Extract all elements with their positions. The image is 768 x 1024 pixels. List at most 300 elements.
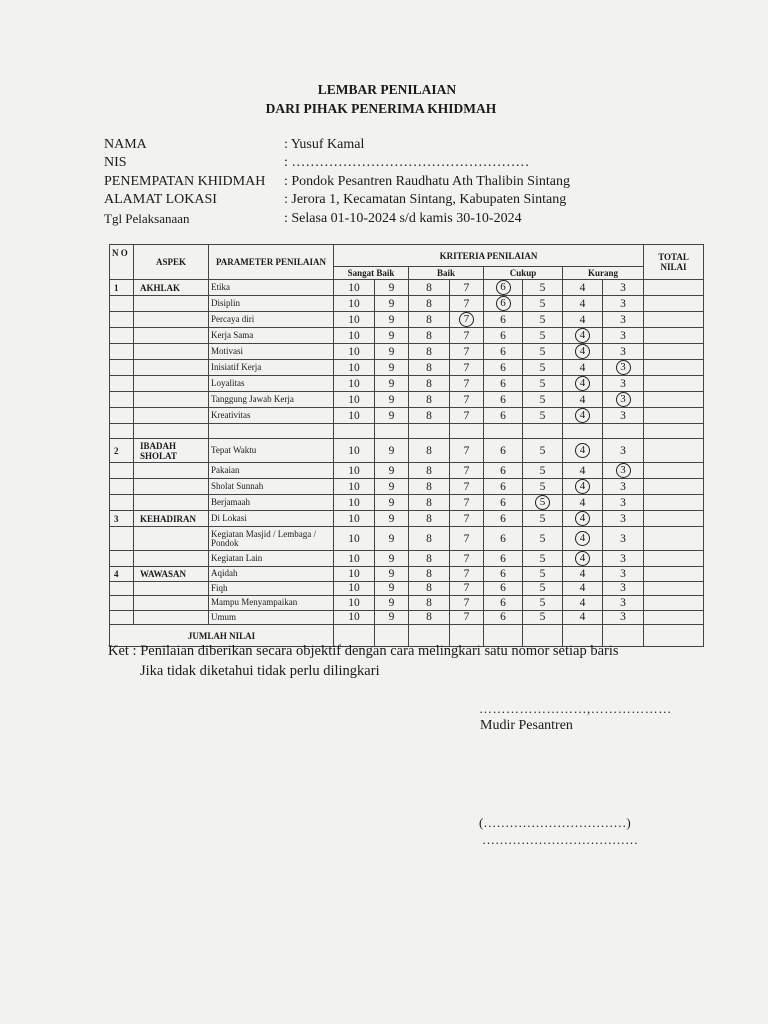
table-row [110, 360, 704, 376]
score-value: 8 [426, 281, 432, 294]
score-cell[interactable] [334, 439, 375, 463]
score-cell[interactable] [375, 596, 409, 611]
score-cell[interactable] [523, 392, 563, 408]
score-value: 3 [620, 496, 626, 509]
score-cell[interactable] [334, 463, 375, 479]
score-cell[interactable] [603, 392, 644, 408]
score-cell[interactable] [484, 344, 523, 360]
score-value: 7 [463, 552, 470, 565]
total-cell[interactable] [644, 328, 704, 344]
score-value: 3 [620, 329, 626, 342]
score-cell[interactable] [334, 424, 375, 439]
score-cell[interactable] [603, 312, 644, 328]
table-row [110, 610, 704, 625]
score-cell[interactable] [484, 551, 523, 567]
score-value: 7 [463, 512, 470, 525]
score-cell[interactable] [603, 280, 644, 296]
score-cell[interactable] [484, 312, 523, 328]
total-cell[interactable] [644, 567, 704, 582]
score-cell[interactable] [334, 511, 375, 527]
score-cell[interactable] [450, 296, 484, 312]
score-cell[interactable] [334, 495, 375, 511]
score-cell[interactable] [603, 424, 644, 439]
score-cell[interactable] [334, 408, 375, 424]
score-value: 3 [620, 281, 626, 294]
score-cell[interactable] [409, 581, 450, 596]
total-cell[interactable] [644, 312, 704, 328]
score-cell[interactable] [450, 376, 484, 392]
score-cell[interactable] [603, 408, 644, 424]
score-value: 8 [426, 345, 432, 358]
score-value: 5 [539, 512, 546, 525]
score-cell[interactable] [450, 495, 484, 511]
score-cell[interactable] [450, 527, 484, 551]
row-number [110, 376, 134, 392]
total-cell[interactable] [644, 439, 704, 463]
total-cell[interactable] [644, 360, 704, 376]
score-cell[interactable] [484, 479, 523, 495]
score-cell[interactable] [523, 424, 563, 439]
header-baik: Baik [409, 267, 484, 280]
row-number [110, 527, 134, 551]
score-cell[interactable] [484, 596, 523, 611]
header-kriteria: KRITERIA PENILAIAN [334, 245, 644, 267]
score-cell[interactable] [375, 551, 409, 567]
score-cell[interactable] [523, 280, 563, 296]
table-row [110, 344, 704, 360]
score-cell[interactable] [375, 495, 409, 511]
score-cell[interactable] [375, 344, 409, 360]
score-value: 3 [620, 582, 626, 595]
score-cell[interactable] [563, 360, 603, 376]
score-cell[interactable] [523, 551, 563, 567]
total-cell[interactable] [644, 596, 704, 611]
score-value: 10 [348, 313, 360, 326]
score-value: 4 [579, 297, 586, 310]
row-parameter: Disiplin [209, 296, 334, 312]
score-cell[interactable] [484, 610, 523, 625]
total-cell[interactable] [644, 424, 704, 439]
score-value: 3 [620, 409, 626, 422]
score-cell[interactable] [450, 610, 484, 625]
score-value: 3 [620, 611, 626, 624]
score-cell[interactable] [375, 408, 409, 424]
score-cell[interactable] [450, 408, 484, 424]
score-cell[interactable] [375, 511, 409, 527]
score-cell[interactable] [603, 328, 644, 344]
score-cell[interactable] [375, 463, 409, 479]
score-value: 4 [579, 582, 586, 595]
score-cell[interactable] [563, 328, 603, 344]
score-cell[interactable] [375, 328, 409, 344]
score-cell[interactable] [563, 610, 603, 625]
score-cell[interactable] [450, 479, 484, 495]
score-value: 8 [426, 329, 432, 342]
score-cell[interactable] [334, 596, 375, 611]
score-cell[interactable] [603, 463, 644, 479]
signature-id-line: ……………………………… [482, 832, 638, 847]
row-aspek [134, 479, 209, 495]
score-cell[interactable] [603, 551, 644, 567]
score-cell[interactable] [375, 439, 409, 463]
score-cell[interactable] [334, 610, 375, 625]
circled-score: 3 [616, 463, 631, 478]
total-cell[interactable] [644, 581, 704, 596]
score-value: 6 [500, 611, 506, 624]
score-value: 7 [463, 281, 470, 294]
score-cell[interactable] [484, 376, 523, 392]
score-cell[interactable] [484, 296, 523, 312]
total-cell[interactable] [644, 610, 704, 625]
score-cell[interactable] [450, 280, 484, 296]
score-cell[interactable] [450, 439, 484, 463]
total-cell[interactable] [644, 376, 704, 392]
score-cell[interactable] [409, 424, 450, 439]
score-value: 9 [388, 377, 395, 390]
score-cell[interactable] [563, 439, 603, 463]
score-cell[interactable] [523, 511, 563, 527]
score-value: 7 [463, 567, 470, 580]
score-cell[interactable] [409, 296, 450, 312]
row-parameter: Berjamaah [209, 495, 334, 511]
score-cell[interactable] [334, 344, 375, 360]
score-value: 9 [388, 480, 395, 493]
score-cell[interactable] [450, 551, 484, 567]
score-cell[interactable] [375, 610, 409, 625]
total-cell[interactable] [644, 463, 704, 479]
score-cell[interactable] [375, 479, 409, 495]
info-value: : …………………………………………… [284, 155, 530, 171]
score-value: 3 [620, 313, 626, 326]
score-cell[interactable] [409, 392, 450, 408]
score-cell[interactable] [603, 344, 644, 360]
score-cell[interactable] [523, 439, 563, 463]
score-cell[interactable] [334, 527, 375, 551]
score-cell[interactable] [484, 280, 523, 296]
score-cell[interactable] [375, 312, 409, 328]
score-cell[interactable] [484, 511, 523, 527]
score-cell[interactable] [523, 376, 563, 392]
row-aspek [134, 344, 209, 360]
circled-score: 4 [575, 531, 590, 546]
score-cell[interactable] [563, 296, 603, 312]
row-number: 3 [110, 511, 134, 527]
score-cell[interactable] [484, 439, 523, 463]
score-cell[interactable] [450, 581, 484, 596]
row-aspek: IBADAH SHOLAT [134, 439, 209, 463]
row-number [110, 463, 134, 479]
row-number [110, 408, 134, 424]
score-value: 6 [500, 377, 506, 390]
header-no: N O [110, 245, 134, 280]
score-cell[interactable] [563, 596, 603, 611]
circled-score: 4 [575, 479, 590, 494]
score-value: 5 [539, 532, 546, 545]
score-cell[interactable] [484, 360, 523, 376]
score-cell[interactable] [563, 376, 603, 392]
score-cell[interactable] [334, 479, 375, 495]
total-cell[interactable] [644, 479, 704, 495]
score-value: 7 [463, 329, 470, 342]
score-cell[interactable] [603, 596, 644, 611]
score-cell[interactable] [334, 328, 375, 344]
score-cell[interactable] [334, 551, 375, 567]
circled-score: 5 [535, 495, 550, 510]
total-cell[interactable] [644, 408, 704, 424]
score-cell[interactable] [375, 424, 409, 439]
score-cell[interactable] [484, 424, 523, 439]
row-aspek [134, 312, 209, 328]
row-parameter: Sholat Sunnah [209, 479, 334, 495]
score-cell[interactable] [409, 344, 450, 360]
score-cell[interactable] [375, 296, 409, 312]
score-cell[interactable] [375, 360, 409, 376]
circled-score: 4 [575, 511, 590, 526]
score-cell[interactable] [563, 551, 603, 567]
signature-place-date: ……………………,……………… [479, 701, 672, 716]
score-cell[interactable] [334, 312, 375, 328]
sum-cell[interactable] [644, 625, 704, 647]
score-cell[interactable] [409, 360, 450, 376]
score-cell[interactable] [603, 376, 644, 392]
score-cell[interactable] [450, 392, 484, 408]
score-value: 8 [426, 611, 432, 624]
row-number [110, 495, 134, 511]
score-cell[interactable] [563, 424, 603, 439]
score-cell[interactable] [523, 581, 563, 596]
total-cell[interactable] [644, 296, 704, 312]
score-cell[interactable] [409, 610, 450, 625]
header-kurang: Kurang [563, 267, 644, 280]
score-cell[interactable] [563, 581, 603, 596]
row-parameter: Percaya diri [209, 312, 334, 328]
score-value: 3 [620, 596, 626, 609]
score-cell[interactable] [450, 596, 484, 611]
score-value: 6 [500, 313, 506, 326]
score-value: 9 [388, 496, 395, 509]
row-aspek [134, 376, 209, 392]
score-cell[interactable] [523, 479, 563, 495]
score-cell[interactable] [334, 376, 375, 392]
score-cell[interactable] [484, 328, 523, 344]
score-cell[interactable] [409, 551, 450, 567]
score-value: 4 [579, 596, 586, 609]
score-cell[interactable] [484, 567, 523, 582]
score-cell[interactable] [523, 567, 563, 582]
score-value: 8 [426, 496, 432, 509]
score-cell[interactable] [375, 581, 409, 596]
score-cell[interactable] [563, 408, 603, 424]
score-cell[interactable] [409, 527, 450, 551]
score-cell[interactable] [484, 495, 523, 511]
score-cell[interactable] [375, 392, 409, 408]
table-row [110, 463, 704, 479]
score-value: 4 [579, 361, 586, 374]
score-cell[interactable] [409, 439, 450, 463]
score-value: 8 [426, 297, 432, 310]
score-cell[interactable] [450, 312, 484, 328]
score-cell[interactable] [603, 479, 644, 495]
score-cell[interactable] [603, 567, 644, 582]
score-value: 8 [426, 377, 432, 390]
row-parameter: Pakaian [209, 463, 334, 479]
row-parameter: Mampu Menyampaikan [209, 596, 334, 611]
total-cell[interactable] [644, 392, 704, 408]
score-cell[interactable] [523, 344, 563, 360]
header-sangat-baik: Sangat Baik [334, 267, 409, 280]
score-cell[interactable] [523, 312, 563, 328]
score-value: 5 [539, 409, 546, 422]
row-aspek: WAWASAN [134, 567, 209, 582]
score-cell[interactable] [334, 296, 375, 312]
score-cell[interactable] [409, 312, 450, 328]
row-number [110, 360, 134, 376]
row-aspek [134, 596, 209, 611]
score-cell[interactable] [563, 344, 603, 360]
score-cell[interactable] [450, 567, 484, 582]
score-cell[interactable] [523, 610, 563, 625]
total-cell[interactable] [644, 527, 704, 551]
info-label: PENEMPATAN KHIDMAH [104, 173, 266, 189]
row-aspek [134, 495, 209, 511]
table-row [110, 280, 704, 296]
row-number: 4 [110, 567, 134, 582]
total-cell[interactable] [644, 280, 704, 296]
score-value: 9 [388, 512, 395, 525]
score-cell[interactable] [450, 328, 484, 344]
row-aspek [134, 463, 209, 479]
score-cell[interactable] [523, 360, 563, 376]
score-cell[interactable] [484, 463, 523, 479]
score-cell[interactable] [563, 479, 603, 495]
score-cell[interactable] [409, 280, 450, 296]
score-cell[interactable] [603, 527, 644, 551]
score-cell[interactable] [409, 463, 450, 479]
score-value: 5 [539, 281, 546, 294]
table-row [110, 551, 704, 567]
table-row [110, 296, 704, 312]
score-value: 6 [500, 480, 506, 493]
score-value: 10 [348, 444, 360, 457]
score-value: 9 [388, 313, 395, 326]
score-cell[interactable] [563, 511, 603, 527]
score-cell[interactable] [375, 567, 409, 582]
score-value: 9 [388, 393, 395, 406]
score-cell[interactable] [334, 581, 375, 596]
score-cell[interactable] [563, 567, 603, 582]
score-value: 9 [388, 361, 395, 374]
score-cell[interactable] [523, 463, 563, 479]
score-cell[interactable] [603, 495, 644, 511]
score-cell[interactable] [409, 479, 450, 495]
score-cell[interactable] [523, 527, 563, 551]
row-parameter: Motivasi [209, 344, 334, 360]
score-value: 7 [463, 596, 470, 609]
total-cell[interactable] [644, 551, 704, 567]
score-value: 10 [348, 329, 360, 342]
total-cell[interactable] [644, 511, 704, 527]
score-cell[interactable] [484, 408, 523, 424]
score-cell[interactable] [450, 511, 484, 527]
score-value: 10 [348, 361, 360, 374]
score-cell[interactable] [334, 392, 375, 408]
score-cell[interactable] [523, 296, 563, 312]
score-cell[interactable] [375, 280, 409, 296]
score-cell[interactable] [603, 439, 644, 463]
total-cell[interactable] [644, 495, 704, 511]
score-value: 5 [539, 393, 546, 406]
score-value: 6 [500, 444, 506, 457]
score-cell[interactable] [450, 463, 484, 479]
score-cell[interactable] [450, 360, 484, 376]
signature-role: Mudir Pesantren [480, 718, 573, 733]
score-cell[interactable] [523, 408, 563, 424]
score-value: 6 [500, 464, 506, 477]
row-aspek [134, 360, 209, 376]
score-cell[interactable] [409, 408, 450, 424]
score-cell[interactable] [334, 567, 375, 582]
score-value: 7 [463, 464, 470, 477]
score-cell[interactable] [563, 392, 603, 408]
row-parameter: Fiqh [209, 581, 334, 596]
score-cell[interactable] [563, 312, 603, 328]
score-cell[interactable] [409, 328, 450, 344]
score-value: 6 [500, 345, 506, 358]
score-cell[interactable] [484, 581, 523, 596]
score-cell[interactable] [450, 424, 484, 439]
score-cell[interactable] [563, 495, 603, 511]
score-cell[interactable] [375, 527, 409, 551]
score-cell[interactable] [563, 463, 603, 479]
score-cell[interactable] [409, 511, 450, 527]
total-cell[interactable] [644, 344, 704, 360]
score-cell[interactable] [334, 360, 375, 376]
header-total: TOTAL NILAI [644, 245, 704, 280]
table-row [110, 567, 704, 582]
score-cell[interactable] [409, 567, 450, 582]
row-number [110, 392, 134, 408]
score-cell[interactable] [563, 527, 603, 551]
score-cell[interactable] [523, 596, 563, 611]
row-aspek [134, 328, 209, 344]
score-cell[interactable] [484, 527, 523, 551]
table-row [110, 424, 704, 439]
score-cell[interactable] [603, 610, 644, 625]
score-value: 10 [348, 377, 360, 390]
note-line-1: Ket : Penilaian diberikan secara objektif dengan cara melingkari satu nomor setiap baris [108, 643, 619, 659]
score-cell[interactable] [523, 495, 563, 511]
score-cell[interactable] [603, 511, 644, 527]
score-value: 7 [463, 377, 470, 390]
info-label: ALAMAT LOKASI [104, 192, 217, 208]
score-cell[interactable] [523, 328, 563, 344]
score-cell[interactable] [450, 344, 484, 360]
form-subtitle: DARI PIHAK PENERIMA KHIDMAH [265, 101, 497, 116]
score-cell[interactable] [334, 280, 375, 296]
score-cell[interactable] [484, 392, 523, 408]
score-cell[interactable] [375, 376, 409, 392]
score-value: 9 [388, 409, 395, 422]
table-row [110, 511, 704, 527]
score-cell[interactable] [603, 581, 644, 596]
score-cell[interactable] [409, 376, 450, 392]
score-cell[interactable] [603, 360, 644, 376]
score-cell[interactable] [409, 495, 450, 511]
score-cell[interactable] [409, 596, 450, 611]
score-cell[interactable] [563, 280, 603, 296]
score-cell[interactable] [603, 296, 644, 312]
score-value: 4 [579, 567, 586, 580]
